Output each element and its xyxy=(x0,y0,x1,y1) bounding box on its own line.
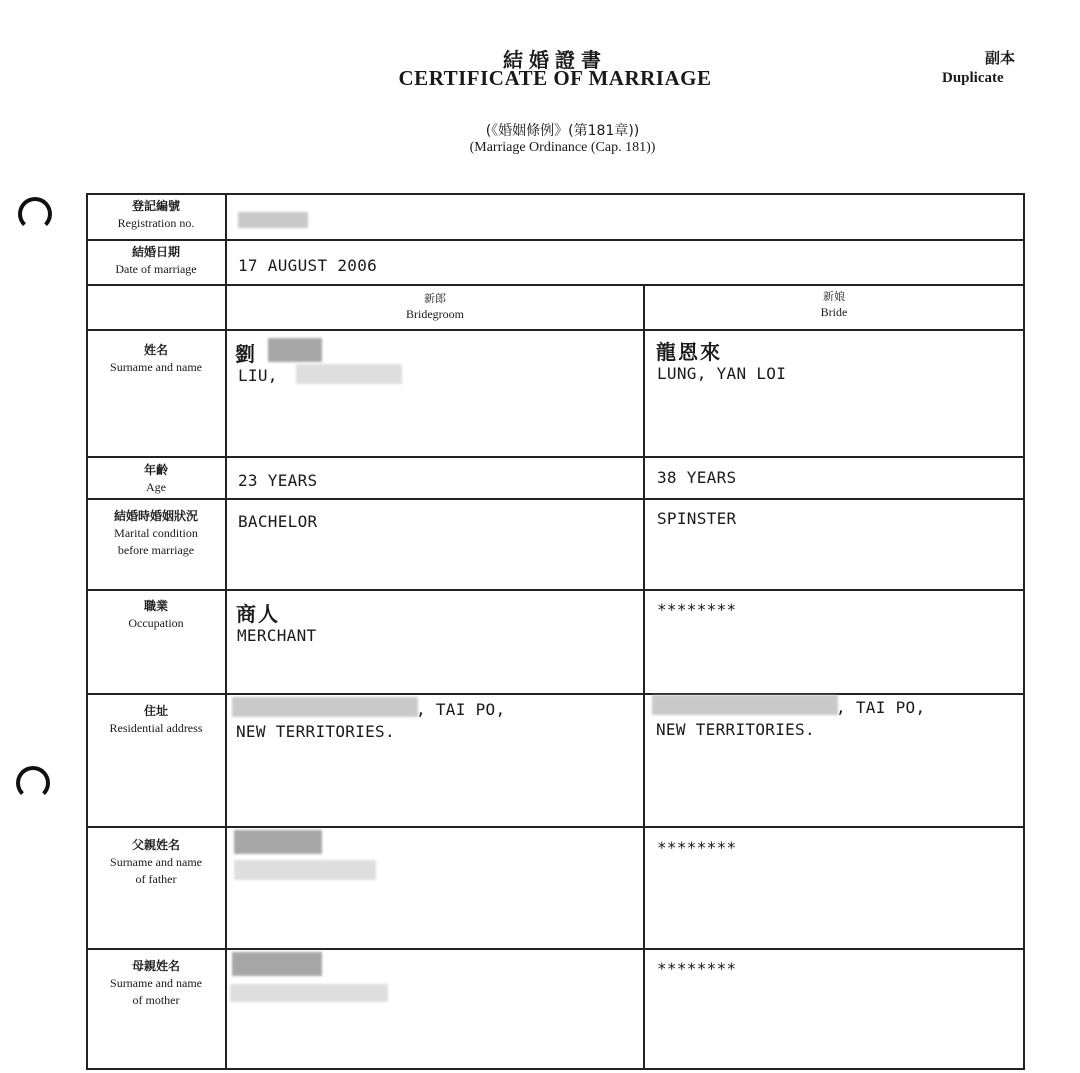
bride-age: 38 YEARS xyxy=(657,468,737,487)
bride-name-chinese: 龍恩來 xyxy=(656,340,722,364)
certificate-title: CERTIFICATE OF MARRIAGE xyxy=(398,66,712,90)
label-name-of-father: 父親姓名 Surname and name of father xyxy=(110,838,202,886)
date-of-marriage-value: 17 AUGUST 2006 xyxy=(238,256,378,275)
groom-occupation: MERCHANT xyxy=(237,626,317,645)
bride-marital-condition: SPINSTER xyxy=(657,509,737,528)
redacted-bride-address xyxy=(652,695,838,715)
label-registration-no: 登記編號 Registration no. xyxy=(117,199,195,230)
bride-name: LUNG, YAN LOI xyxy=(657,364,787,383)
redacted-groom-address xyxy=(232,697,418,717)
groom-name: LIU, xyxy=(238,366,278,385)
column-head-bride: 新娘 Bride xyxy=(820,290,848,319)
label-marital-condition: 結婚時婚姻狀況 Marital condition before marriage xyxy=(113,509,198,557)
ordinance: (Marriage Ordinance (Cap. 181)) xyxy=(469,140,656,155)
redacted-groom-father-name xyxy=(234,860,376,880)
bride-address-line-2: NEW TERRITORIES. xyxy=(656,720,815,739)
redacted-groom-given-name xyxy=(296,364,402,384)
ordinance-chinese: (《婚姻條例》(第181章)) xyxy=(485,123,640,139)
groom-name-chinese: 劉 xyxy=(235,342,257,366)
bride-mother-name: ******** xyxy=(657,959,737,978)
redacted-groom-mother-name xyxy=(230,984,388,1002)
certificate-title-chinese: 結婚證書 xyxy=(503,48,607,72)
copy-type-chinese: 副本 xyxy=(985,49,1016,67)
redacted-groom-mother-name-chinese xyxy=(232,952,322,976)
punch-hole-icon xyxy=(16,766,50,800)
punch-hole-icon xyxy=(18,197,52,231)
column-head-bridegroom: 新郎 Bridegroom xyxy=(406,292,464,321)
label-residential-address: 住址 Residential address xyxy=(109,704,203,735)
groom-marital-condition: BACHELOR xyxy=(238,512,318,531)
label-date-of-marriage: 結婚日期 Date of marriage xyxy=(115,245,197,276)
label-surname-and-name: 姓名 Surname and name xyxy=(110,343,202,374)
bride-father-name: ******** xyxy=(657,838,737,857)
copy-type: Duplicate xyxy=(942,70,1004,86)
groom-address-line-2: NEW TERRITORIES. xyxy=(236,722,395,741)
bride-address-line-1: , TAI PO, xyxy=(836,698,926,717)
groom-address-line-1: , TAI PO, xyxy=(416,700,506,719)
bride-occupation: ******** xyxy=(657,600,737,619)
label-age: 年齡 Age xyxy=(143,463,168,494)
redacted-groom-father-name-chinese xyxy=(234,830,322,854)
label-name-of-mother: 母親姓名 Surname and name of mother xyxy=(110,959,202,1007)
groom-occupation-chinese: 商人 xyxy=(236,602,280,626)
redacted-groom-given-name-chinese xyxy=(268,338,322,362)
label-occupation: 職業 Occupation xyxy=(128,599,184,630)
groom-age: 23 YEARS xyxy=(238,471,318,490)
redacted-registration-no xyxy=(238,212,308,228)
